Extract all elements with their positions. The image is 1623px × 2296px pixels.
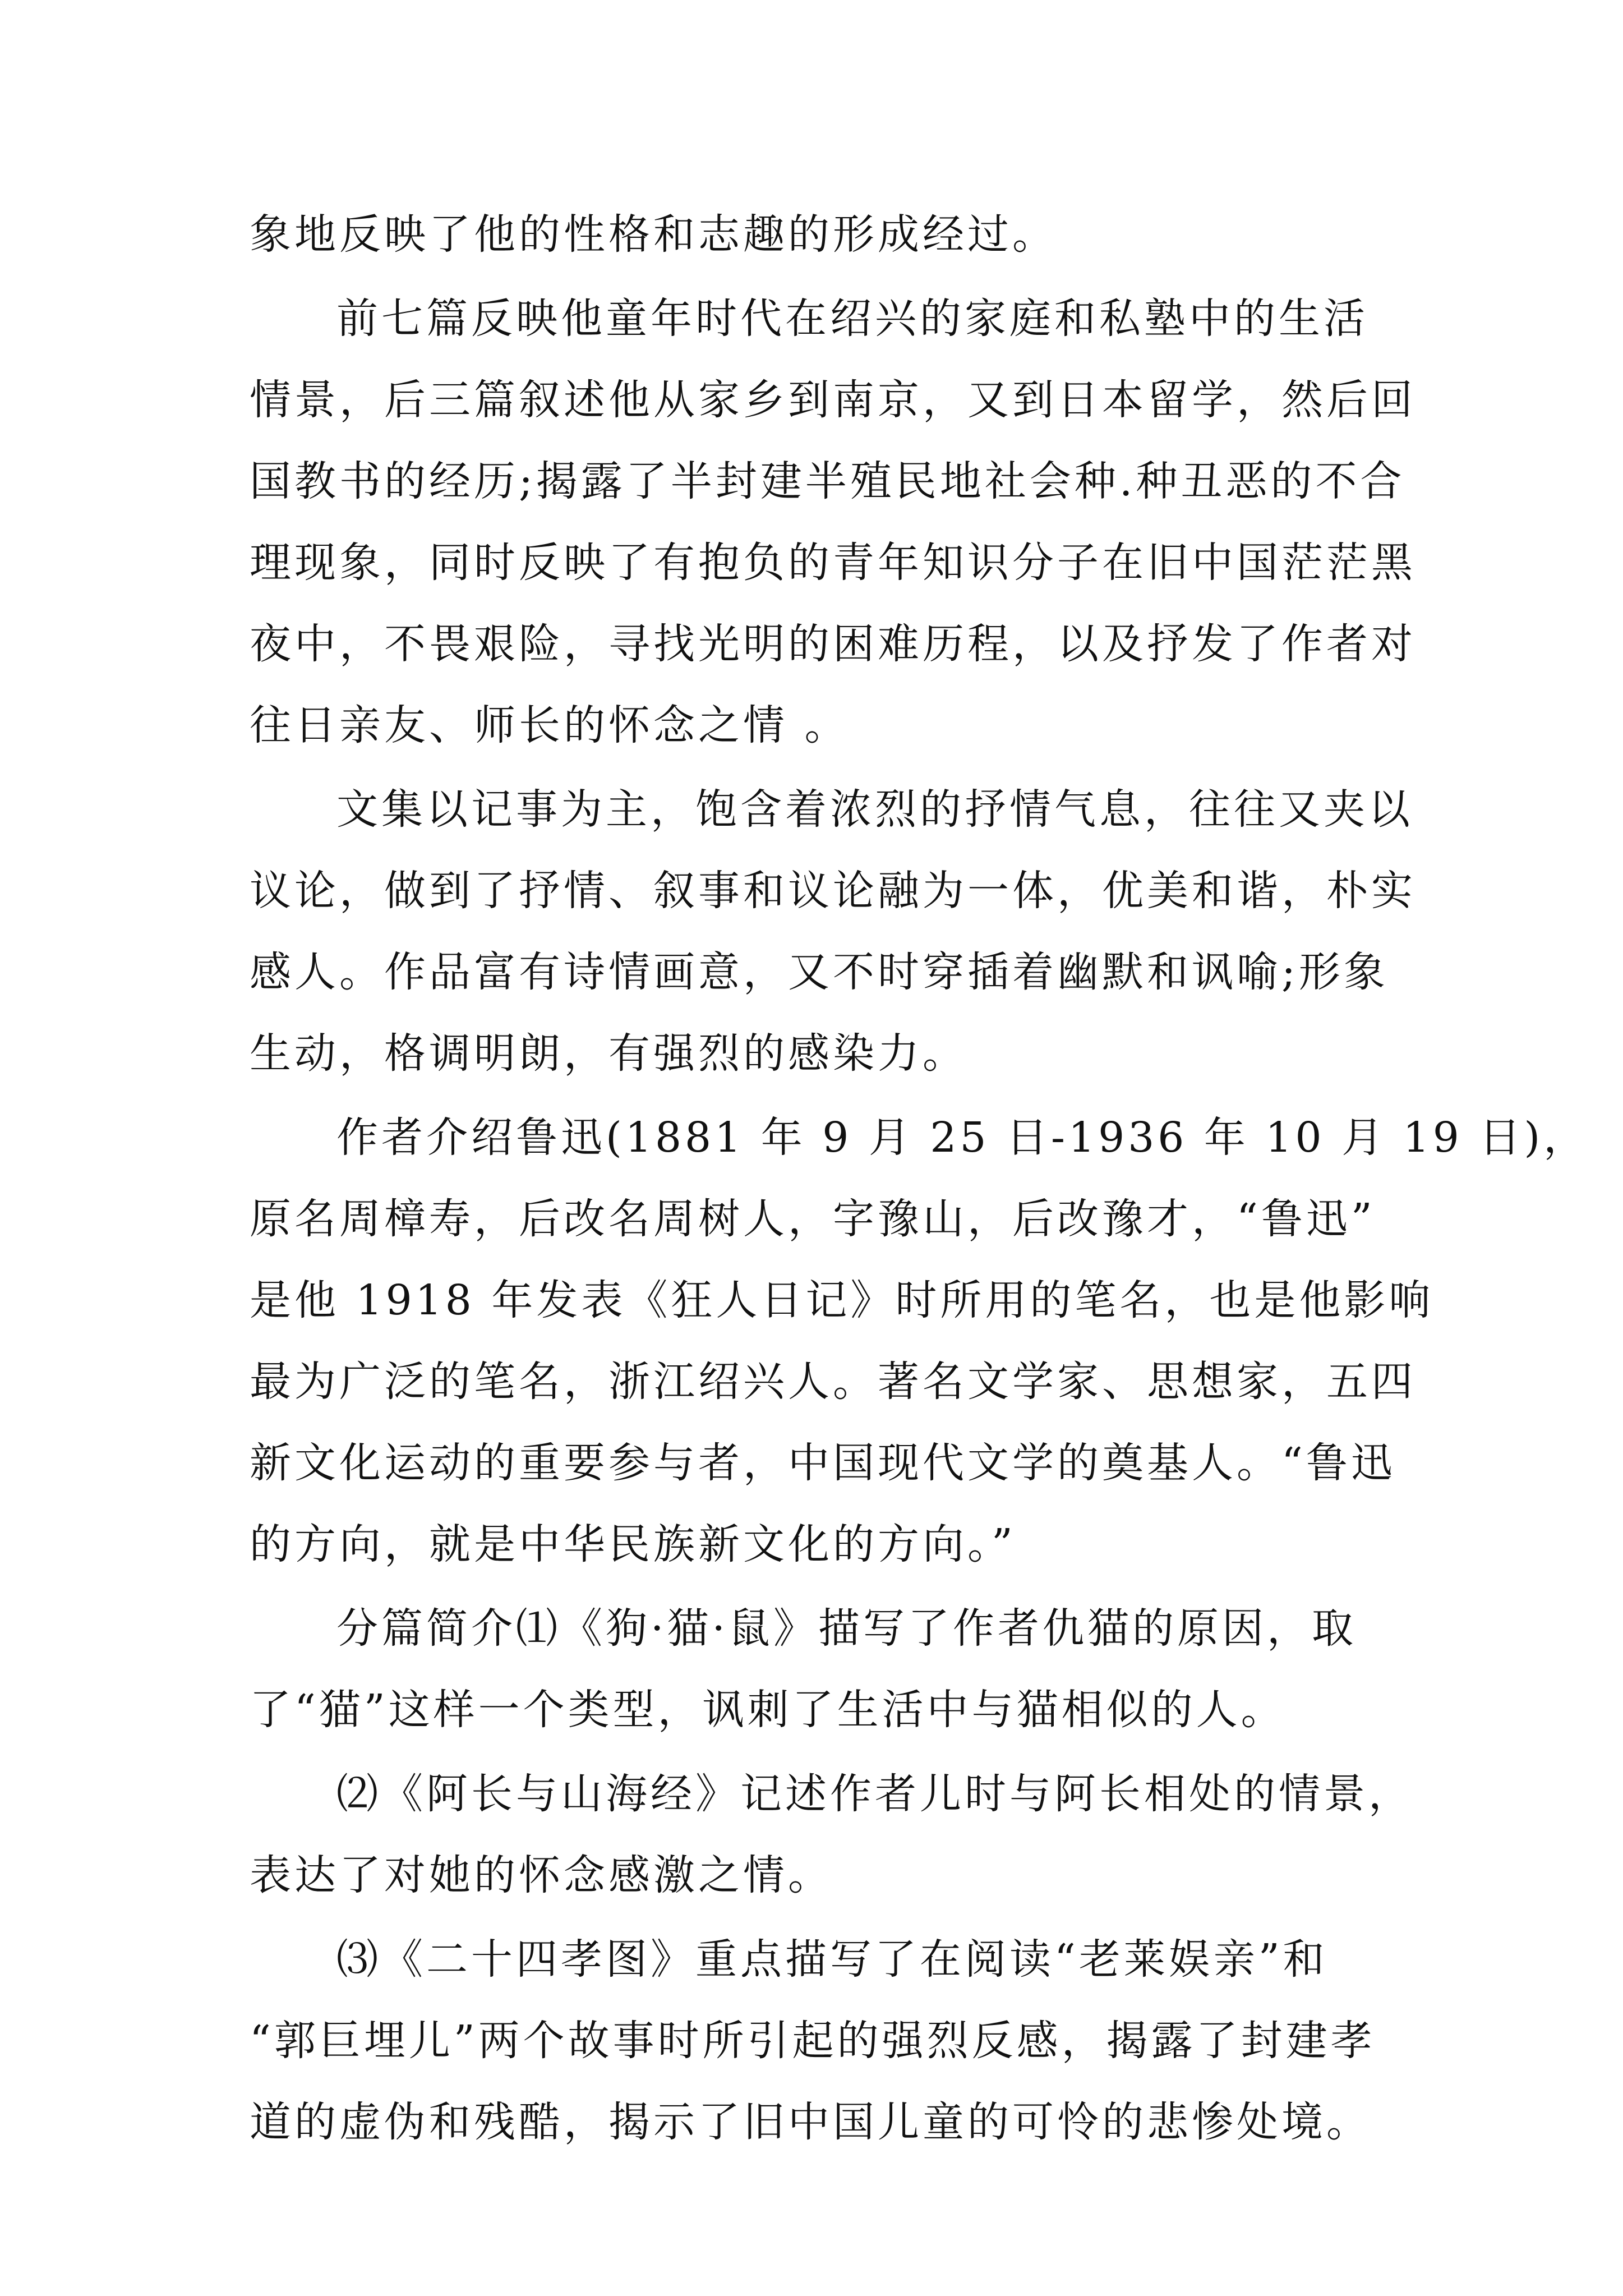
text-line: 了“猫”这样一个类型，讽刺了生活中与猫相似的人。 [250, 1686, 1286, 1734]
text-line: 的方向，就是中华民族新文化的方向。” [250, 1520, 1016, 1568]
paragraph-start-line: ⑶《二十四孝图》重点描写了在阅读“老莱娱亲”和 [336, 1935, 1328, 1984]
text-line: 道的虚伪和残酷，揭示了旧中国儿童的可怜的悲惨处境。 [250, 2098, 1371, 2146]
paragraph-start-line: 文集以记事为主，饱含着浓烈的抒情气息，往往又夹以 [336, 785, 1413, 834]
paragraph-start-line: 前七篇反映他童年时代在绍兴的家庭和私塾中的生活 [336, 295, 1368, 343]
paragraph-start-line: ⑵《阿长与山海经》记述作者儿时与阿长相处的情景， [336, 1770, 1413, 1818]
text-line: 议论，做到了抒情、叙事和议论融为一体，优美和谐，朴实 [250, 867, 1416, 915]
text-line: 情景，后三篇叙述他从家乡到南京，又到日本留学，然后回 [250, 376, 1416, 424]
text-line: 往日亲友、师长的怀念之情 。 [250, 701, 850, 749]
text-line: 理现象，同时反映了有抱负的青年知识分子在旧中国茫茫黑 [250, 539, 1416, 587]
paragraph-start-line: 作者介绍鲁迅(1881 年 9 月 25 日-1936 年 10 月 19 日)， [336, 1114, 1589, 1162]
text-line: 原名周樟寿，后改名周树人，字豫山，后改豫才，“鲁迅” [250, 1195, 1376, 1243]
text-line: 象地反映了他的性格和志趣的形成经过。 [250, 210, 1057, 259]
text-line: 表达了对她的怀念感激之情。 [250, 1851, 833, 1899]
text-line: 是他 1918 年发表《狂人日记》时所用的笔名，也是他影响 [250, 1276, 1434, 1324]
text-line: 最为广泛的笔名，浙江绍兴人。著名文学家、思想家，五四 [250, 1358, 1416, 1406]
text-line: 夜中，不畏艰险，寻找光明的困难历程，以及抒发了作者对 [250, 620, 1416, 668]
text-line: 生动，格调明朗，有强烈的感染力。 [250, 1029, 967, 1078]
text-line: 感人。作品富有诗情画意，又不时穿插着幽默和讽喻;形象 [250, 948, 1389, 996]
text-line: “郭巨埋儿”两个故事时所引起的强烈反感，揭露了封建孝 [250, 2017, 1376, 2065]
text-line: 新文化运动的重要参与者，中国现代文学的奠基人。“鲁迅 [250, 1439, 1396, 1487]
paragraph-start-line: 分篇简介⑴《狗·猫·鼠》描写了作者仇猫的原因，取 [336, 1604, 1357, 1653]
text-line: 国教书的经历;揭露了半封建半殖民地社会种.种丑恶的不合 [250, 457, 1405, 505]
